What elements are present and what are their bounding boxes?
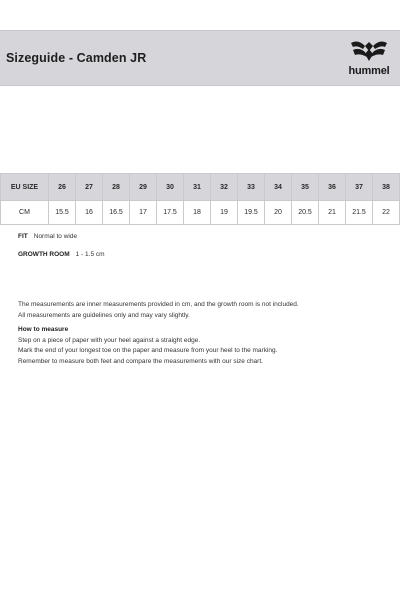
cm-cell: 18 [184, 201, 211, 225]
eu-size-cell: 33 [238, 174, 265, 201]
eu-size-cell: 38 [373, 174, 400, 201]
cm-cell: 15.5 [49, 201, 76, 225]
eu-size-cell: 32 [211, 174, 238, 201]
eu-size-cell: 28 [103, 174, 130, 201]
growth-room-label: GROWTH ROOM [18, 251, 70, 258]
eu-size-cell: 27 [76, 174, 103, 201]
eu-size-cell: 37 [346, 174, 373, 201]
step-line: Mark the end of your longest toe on the paper and measure from your heel to the marking. [18, 347, 278, 354]
cm-row [1, 201, 400, 225]
fit-label: FIT [18, 233, 28, 240]
eu-size-cell: 36 [319, 174, 346, 201]
bee-icon [343, 37, 395, 67]
page-title: Sizeguide - Camden JR [6, 51, 147, 65]
growth-room-spec [18, 251, 105, 258]
eu-size-cell: 31 [184, 174, 211, 201]
eu-size-cell: 26 [49, 174, 76, 201]
cm-cell: 22 [373, 201, 400, 225]
eu-size-label: EU SIZE [1, 174, 49, 201]
brand-wordmark: hummel [348, 65, 390, 77]
cm-cell: 17.5 [157, 201, 184, 225]
step-line: Remember to measure both feet and compare the measurements with our size chart. [18, 357, 263, 365]
cm-cell: 17 [130, 201, 157, 225]
hummel-logo [343, 37, 395, 81]
cm-cell: 21 [319, 201, 346, 225]
eu-size-row [1, 174, 400, 201]
cm-label: CM [1, 201, 49, 225]
cm-cell: 19.5 [238, 201, 265, 225]
header-bar [0, 30, 400, 86]
cm-cell: 21.5 [346, 201, 373, 225]
cm-cell: 16.5 [103, 201, 130, 225]
eu-size-cell: 30 [157, 174, 184, 201]
cm-cell: 16 [76, 201, 103, 225]
eu-size-cell: 29 [130, 174, 157, 201]
eu-size-cell: 35 [292, 174, 319, 201]
eu-size-cell: 34 [265, 174, 292, 201]
fit-spec [18, 233, 77, 240]
cm-cell: 20.5 [292, 201, 319, 225]
growth-room-value: 1 - 1.5 cm [75, 251, 105, 258]
step-line: Step on a piece of paper with your heel against a straight edge. [18, 336, 201, 344]
note-line: The measurements are inner measurements provided in cm, and the growth room is not included. [18, 301, 299, 308]
cm-cell: 19 [211, 201, 238, 225]
how-to-measure-heading: How to measure [18, 326, 69, 333]
fit-value: Normal to wide [33, 233, 78, 240]
cm-cell: 20 [265, 201, 292, 225]
note-line: All measurements are guidelines only and may vary slightly. [18, 311, 190, 319]
size-table [0, 173, 400, 225]
measurement-notes [18, 300, 388, 367]
